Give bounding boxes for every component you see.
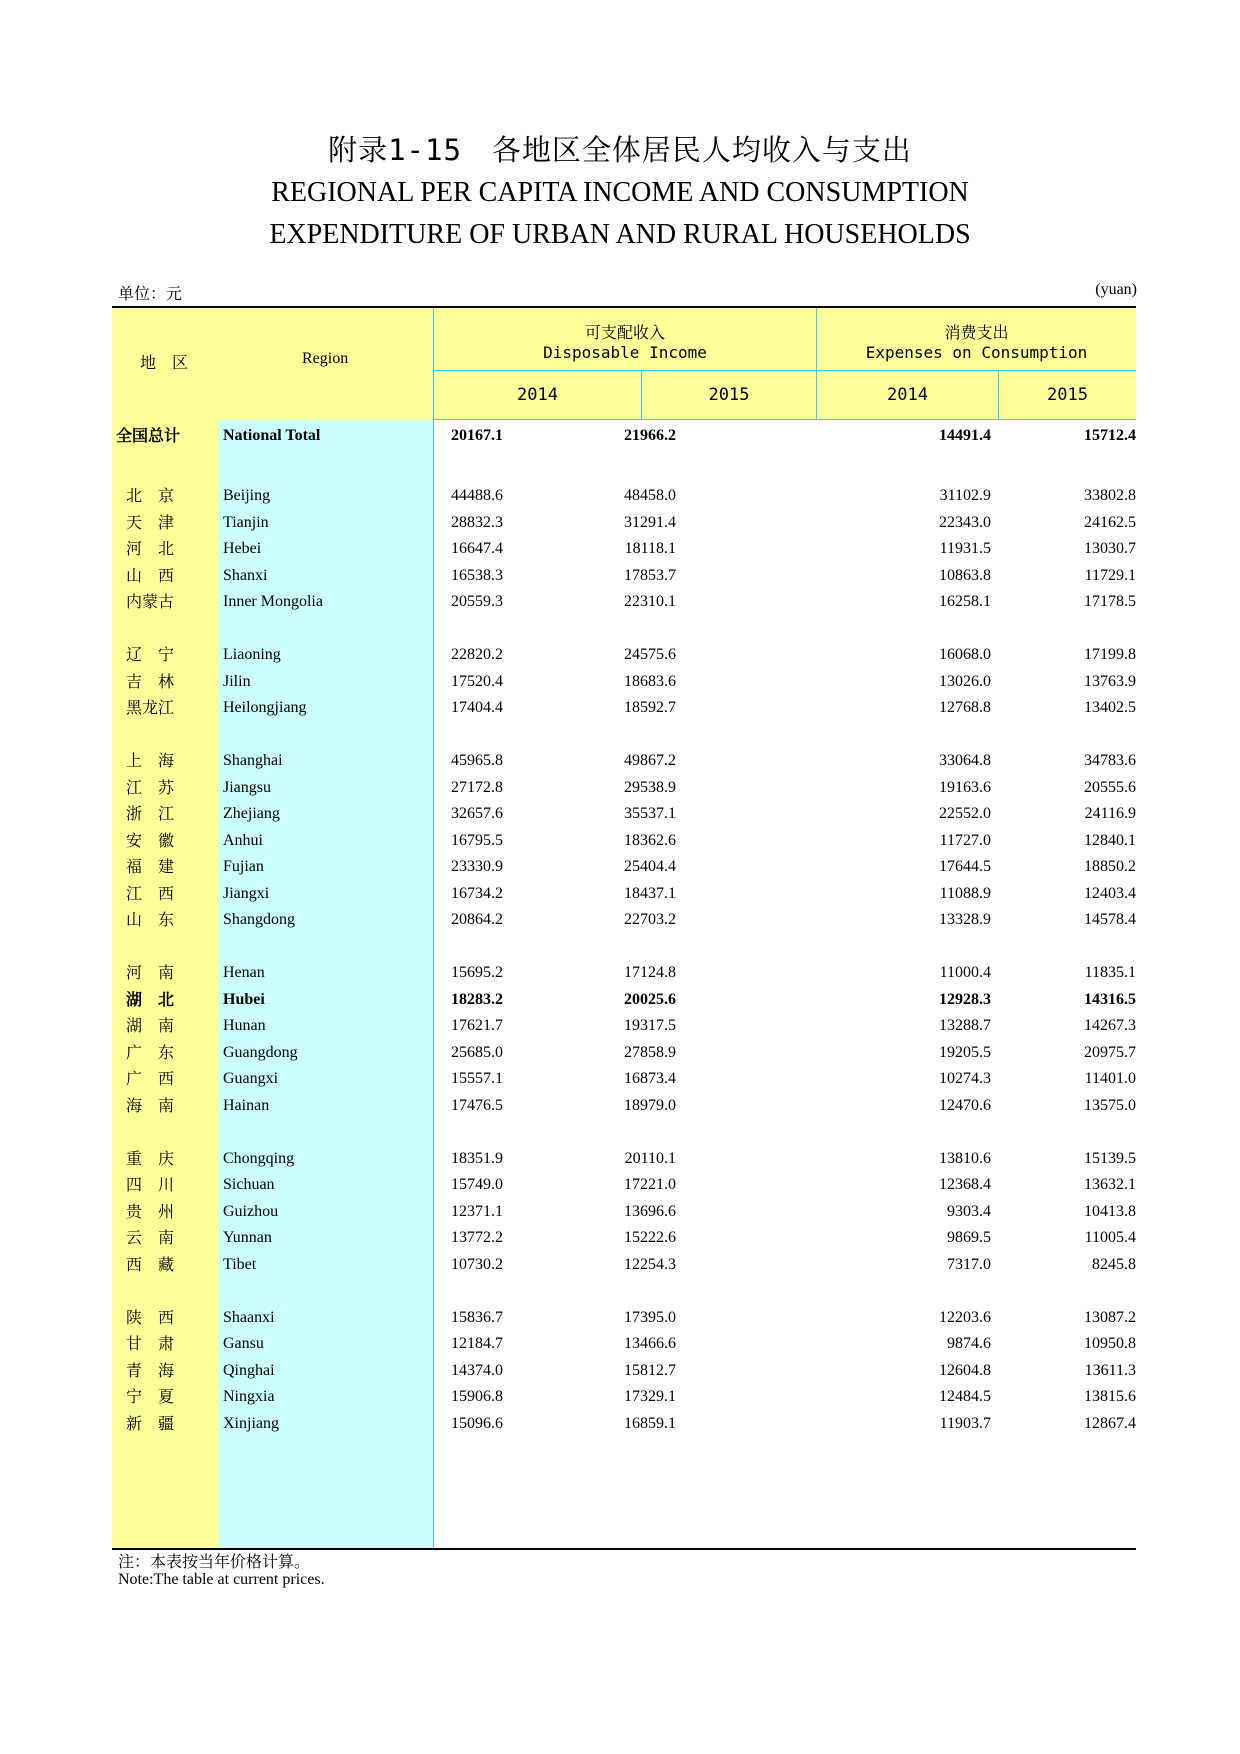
expense-2015-cell: 13763.9 bbox=[1084, 672, 1136, 690]
region-cn-cell: 海 南 bbox=[126, 1095, 175, 1115]
expense-2014-cell: 7317.0 bbox=[947, 1255, 991, 1273]
income-group-header bbox=[434, 308, 816, 370]
income-2015-cell: 35537.1 bbox=[624, 805, 676, 822]
expense-2015-cell: 15139.5 bbox=[1084, 1149, 1136, 1167]
region-cn-cell: 西 藏 bbox=[126, 1254, 175, 1274]
region-en-cell: Shaanxi bbox=[223, 1308, 275, 1326]
region-en-cell: Zhejiang bbox=[223, 805, 280, 822]
year-header-income-2015: 2015 bbox=[642, 371, 816, 420]
expense-2015-cell: 11729.1 bbox=[1084, 566, 1136, 584]
expense-2015-cell: 13087.2 bbox=[1084, 1308, 1136, 1326]
expense-2014-cell: 22552.0 bbox=[939, 805, 991, 822]
table-row bbox=[112, 508, 1136, 538]
expense-2014-cell: 12368.4 bbox=[939, 1176, 991, 1193]
region-cn-cell: 广 东 bbox=[126, 1042, 175, 1062]
expense-2014-cell: 16258.1 bbox=[939, 593, 991, 610]
region-en-cell: Gansu bbox=[223, 1335, 264, 1352]
expense-2015-cell: 11401.0 bbox=[1084, 1070, 1136, 1087]
income-2014-cell: 12184.7 bbox=[451, 1335, 503, 1352]
income-2015-cell: 21966.2 bbox=[624, 427, 676, 444]
region-cn-cell: 江 西 bbox=[126, 883, 175, 903]
region-cn-cell: 山 东 bbox=[126, 910, 175, 929]
region-cn-cell: 新 疆 bbox=[126, 1413, 175, 1433]
table-row bbox=[112, 1382, 1136, 1412]
region-en-cell: Tibet bbox=[223, 1255, 257, 1273]
income-2015-cell: 16873.4 bbox=[624, 1070, 676, 1087]
region-en-cell: Tianjin bbox=[223, 513, 269, 531]
table-row bbox=[112, 1170, 1136, 1200]
table-row bbox=[112, 1409, 1136, 1439]
expense-2015-cell: 8245.8 bbox=[1092, 1255, 1136, 1273]
income-2015-cell: 18118.1 bbox=[624, 540, 676, 557]
table-row bbox=[112, 534, 1136, 564]
page-title-en-line1: REGIONAL PER CAPITA INCOME AND CONSUMPTION bbox=[271, 177, 969, 208]
table-row bbox=[112, 799, 1136, 829]
expense-2015-cell: 17178.5 bbox=[1084, 593, 1136, 610]
income-2015-cell: 18437.1 bbox=[624, 884, 676, 902]
table-row bbox=[112, 640, 1136, 670]
income-2015-cell: 17853.7 bbox=[624, 566, 676, 584]
table-header bbox=[112, 306, 1136, 420]
income-2015-cell: 17124.8 bbox=[624, 964, 676, 981]
region-en-cell: Jilin bbox=[223, 672, 251, 690]
region-en-cell: Beijing bbox=[223, 487, 271, 504]
income-2014-cell: 14374.0 bbox=[451, 1361, 503, 1379]
region-en-cell: Inner Mongolia bbox=[223, 593, 323, 610]
expense-2014-cell: 9303.4 bbox=[947, 1202, 991, 1220]
income-2014-cell: 16795.5 bbox=[451, 831, 503, 849]
region-header-cn: 地 区 bbox=[140, 353, 189, 372]
region-en-cell: Guangdong bbox=[223, 1043, 298, 1061]
expense-2015-cell: 33802.8 bbox=[1084, 487, 1136, 504]
income-2015-cell: 22703.2 bbox=[624, 911, 676, 928]
table-row bbox=[112, 667, 1136, 697]
table-row bbox=[112, 587, 1136, 617]
page-title-en-line2: EXPENDITURE OF URBAN AND RURAL HOUSEHOLDS bbox=[269, 219, 971, 250]
income-header-en: Disposable Income bbox=[543, 343, 707, 362]
region-cn-cell: 湖 南 bbox=[126, 1016, 175, 1035]
region-en-cell: Xinjiang bbox=[223, 1414, 279, 1432]
table-row bbox=[112, 1303, 1136, 1333]
expense-2014-cell: 19163.6 bbox=[939, 778, 991, 796]
table-row bbox=[112, 1064, 1136, 1094]
year-header-income-2014: 2014 bbox=[434, 371, 641, 420]
region-cn-cell: 山 西 bbox=[126, 565, 175, 585]
table-row bbox=[112, 561, 1136, 591]
expense-2014-cell: 13288.7 bbox=[939, 1017, 991, 1034]
region-cn-cell: 黑龙江 bbox=[126, 698, 175, 717]
expense-2014-cell: 31102.9 bbox=[939, 487, 991, 504]
expense-2014-cell: 11000.4 bbox=[939, 964, 991, 981]
region-en-cell: Hebei bbox=[223, 540, 262, 557]
expense-2014-cell: 13810.6 bbox=[939, 1149, 991, 1167]
region-en-cell: Henan bbox=[223, 964, 265, 981]
table-row bbox=[112, 905, 1136, 935]
income-2014-cell: 13772.2 bbox=[451, 1229, 503, 1246]
table-row bbox=[112, 1091, 1136, 1121]
region-en-cell: Guizhou bbox=[223, 1202, 279, 1220]
income-2014-cell: 27172.8 bbox=[451, 778, 503, 796]
region-cn-cell: 江 苏 bbox=[126, 777, 175, 797]
income-2015-cell: 27858.9 bbox=[624, 1043, 676, 1061]
region-en-cell: Fujian bbox=[223, 858, 264, 875]
expense-2014-cell: 12203.6 bbox=[939, 1308, 991, 1326]
income-2015-cell: 18683.6 bbox=[624, 672, 676, 690]
expense-header-cn: 消费支出 bbox=[944, 323, 1009, 342]
income-2015-cell: 20110.1 bbox=[624, 1149, 676, 1167]
region-en-cell: Jiangsu bbox=[223, 778, 271, 796]
table-row bbox=[112, 746, 1136, 776]
region-en-cell: Anhui bbox=[223, 831, 263, 849]
income-2014-cell: 17520.4 bbox=[451, 672, 503, 690]
table-row bbox=[112, 1144, 1136, 1174]
income-2014-cell: 23330.9 bbox=[451, 858, 503, 875]
unit-label-en: (yuan) bbox=[1095, 281, 1137, 298]
income-2015-cell: 25404.4 bbox=[624, 858, 676, 875]
region-cn-cell: 青 海 bbox=[126, 1360, 175, 1380]
expense-2014-cell: 11727.0 bbox=[939, 831, 991, 849]
income-2014-cell: 32657.6 bbox=[451, 805, 503, 822]
expense-2015-cell: 11005.4 bbox=[1084, 1229, 1136, 1246]
expense-2014-cell: 22343.0 bbox=[939, 513, 991, 531]
expense-2014-cell: 10274.3 bbox=[939, 1070, 991, 1087]
data-table bbox=[112, 306, 1136, 1550]
income-2014-cell: 15836.7 bbox=[451, 1308, 503, 1326]
title-cn-text: 各地区全体居民人均收入与支出 bbox=[491, 133, 912, 167]
expense-header-en: Expenses on Consumption bbox=[865, 343, 1088, 362]
expense-2014-cell: 12484.5 bbox=[939, 1388, 991, 1405]
income-2015-cell: 16859.1 bbox=[624, 1414, 676, 1432]
expense-2015-cell: 12867.4 bbox=[1084, 1414, 1136, 1432]
region-en-cell: Jiangxi bbox=[223, 884, 270, 902]
region-cn-cell: 内蒙古 bbox=[126, 592, 175, 611]
income-2014-cell: 16734.2 bbox=[451, 884, 503, 902]
region-cn-cell: 吉 林 bbox=[126, 671, 175, 691]
expense-2015-cell: 20975.7 bbox=[1084, 1043, 1136, 1061]
expense-2015-cell: 14316.5 bbox=[1084, 990, 1136, 1008]
region-en-cell: Qinghai bbox=[223, 1361, 275, 1379]
income-2014-cell: 17476.5 bbox=[451, 1096, 503, 1114]
region-cn-cell: 四 川 bbox=[126, 1175, 175, 1194]
expense-2015-cell: 24116.9 bbox=[1084, 805, 1136, 822]
table-row bbox=[112, 773, 1136, 803]
note-cn: 注：本表按当年价格计算。 bbox=[118, 1552, 311, 1571]
income-2015-cell: 31291.4 bbox=[624, 513, 676, 531]
expense-2015-cell: 12403.4 bbox=[1084, 884, 1136, 902]
table-row bbox=[112, 1011, 1136, 1041]
expense-2014-cell: 17644.5 bbox=[939, 858, 991, 875]
income-2015-cell: 48458.0 bbox=[624, 487, 676, 504]
income-2014-cell: 15695.2 bbox=[451, 964, 503, 981]
expense-2015-cell: 13611.3 bbox=[1084, 1361, 1136, 1379]
expense-2015-cell: 13815.6 bbox=[1084, 1388, 1136, 1405]
income-2015-cell: 17395.0 bbox=[624, 1308, 676, 1326]
region-en-cell: Hainan bbox=[223, 1096, 270, 1114]
table-row bbox=[112, 1038, 1136, 1068]
income-2015-cell: 13466.6 bbox=[624, 1335, 676, 1352]
income-2015-cell: 19317.5 bbox=[624, 1017, 676, 1034]
income-2014-cell: 17404.4 bbox=[451, 699, 503, 716]
expense-group-header bbox=[817, 308, 1136, 370]
region-cn-cell: 全国总计 bbox=[116, 426, 181, 445]
income-2014-cell: 20864.2 bbox=[451, 911, 503, 928]
income-2014-cell: 17621.7 bbox=[451, 1017, 503, 1034]
region-en-cell: Ningxia bbox=[223, 1388, 275, 1405]
income-2014-cell: 18283.2 bbox=[451, 990, 503, 1008]
expense-2015-cell: 14578.4 bbox=[1084, 911, 1136, 928]
expense-2015-cell: 34783.6 bbox=[1084, 752, 1136, 769]
income-2014-cell: 22820.2 bbox=[451, 646, 503, 663]
region-cn-cell: 贵 州 bbox=[126, 1201, 175, 1221]
expense-2014-cell: 16068.0 bbox=[939, 646, 991, 663]
table-row bbox=[112, 958, 1136, 988]
income-2014-cell: 10730.2 bbox=[451, 1255, 503, 1273]
expense-2015-cell: 13030.7 bbox=[1084, 540, 1136, 557]
region-en-cell: Heilongjiang bbox=[223, 699, 307, 716]
table-row bbox=[112, 693, 1136, 723]
region-cn-cell: 福 建 bbox=[126, 857, 175, 876]
table-row bbox=[112, 985, 1136, 1015]
region-header-en: Region bbox=[302, 350, 349, 367]
unit-label-cn: 单位：元 bbox=[118, 286, 183, 303]
table-body bbox=[112, 420, 1136, 1550]
region-en-cell: Hunan bbox=[223, 1017, 266, 1034]
table-row bbox=[112, 421, 1136, 451]
table-row bbox=[112, 1250, 1136, 1280]
income-2015-cell: 18979.0 bbox=[624, 1096, 676, 1114]
income-2014-cell: 45965.8 bbox=[451, 752, 503, 769]
expense-2015-cell: 17199.8 bbox=[1084, 646, 1136, 663]
income-2014-cell: 16647.4 bbox=[451, 540, 503, 557]
region-cn-cell: 河 南 bbox=[126, 963, 175, 982]
table-row bbox=[112, 481, 1136, 511]
income-2015-cell: 29538.9 bbox=[624, 778, 676, 796]
income-2014-cell: 12371.1 bbox=[451, 1202, 503, 1220]
region-en-cell: Shangdong bbox=[223, 911, 295, 928]
region-cn-cell: 上 海 bbox=[126, 751, 175, 770]
region-cn-cell: 河 北 bbox=[126, 539, 175, 558]
expense-2014-cell: 19205.5 bbox=[939, 1043, 991, 1061]
expense-2015-cell: 15712.4 bbox=[1084, 427, 1136, 444]
expense-2015-cell: 10950.8 bbox=[1084, 1335, 1136, 1352]
region-cn-cell: 辽 宁 bbox=[126, 645, 175, 664]
expense-2014-cell: 13026.0 bbox=[939, 672, 991, 690]
region-cn-cell: 浙 江 bbox=[126, 804, 175, 823]
table-row bbox=[112, 879, 1136, 909]
expense-2014-cell: 9874.6 bbox=[947, 1335, 991, 1352]
region-en-cell: Liaoning bbox=[223, 646, 281, 663]
region-en-cell: Yunnan bbox=[223, 1229, 272, 1246]
region-cn-cell: 安 徽 bbox=[126, 830, 175, 850]
expense-2014-cell: 11903.7 bbox=[939, 1414, 991, 1432]
expense-2014-cell: 14491.4 bbox=[939, 427, 991, 444]
region-header bbox=[112, 308, 433, 420]
income-2015-cell: 15812.7 bbox=[624, 1361, 676, 1379]
income-2015-cell: 18592.7 bbox=[624, 699, 676, 716]
expense-2015-cell: 11835.1 bbox=[1084, 964, 1136, 981]
income-2015-cell: 15222.6 bbox=[624, 1229, 676, 1246]
region-en-cell: Guangxi bbox=[223, 1070, 279, 1087]
expense-2015-cell: 14267.3 bbox=[1084, 1017, 1136, 1034]
income-2015-cell: 17329.1 bbox=[624, 1388, 676, 1405]
income-2015-cell: 22310.1 bbox=[624, 593, 676, 610]
income-2015-cell: 13696.6 bbox=[624, 1202, 676, 1220]
income-2014-cell: 15096.6 bbox=[451, 1414, 503, 1432]
expense-2014-cell: 11931.5 bbox=[939, 540, 991, 557]
region-cn-cell: 湖 北 bbox=[126, 989, 175, 1009]
income-2014-cell: 15557.1 bbox=[451, 1070, 503, 1087]
year-header-expense-2014: 2014 bbox=[817, 371, 998, 420]
region-en-cell: Shanxi bbox=[223, 566, 268, 584]
expense-2014-cell: 10863.8 bbox=[939, 566, 991, 584]
income-2014-cell: 15906.8 bbox=[451, 1388, 503, 1405]
income-2015-cell: 24575.6 bbox=[624, 646, 676, 663]
region-en-cell: Shanghai bbox=[223, 752, 283, 769]
expense-2014-cell: 9869.5 bbox=[947, 1229, 991, 1246]
region-cn-cell: 陕 西 bbox=[126, 1307, 175, 1327]
expense-2015-cell: 13575.0 bbox=[1084, 1096, 1136, 1114]
table-row bbox=[112, 1223, 1136, 1253]
expense-2015-cell: 10413.8 bbox=[1084, 1202, 1136, 1220]
expense-2014-cell: 33064.8 bbox=[939, 752, 991, 769]
table-row bbox=[112, 1356, 1136, 1386]
expense-2014-cell: 12470.6 bbox=[939, 1096, 991, 1114]
income-2015-cell: 17221.0 bbox=[624, 1176, 676, 1193]
income-2014-cell: 44488.6 bbox=[451, 487, 503, 504]
region-cn-cell: 云 南 bbox=[126, 1228, 175, 1247]
expense-2015-cell: 18850.2 bbox=[1084, 858, 1136, 875]
region-cn-cell: 宁 夏 bbox=[126, 1387, 175, 1406]
income-2014-cell: 28832.3 bbox=[451, 513, 503, 531]
expense-2015-cell: 12840.1 bbox=[1084, 831, 1136, 849]
income-2015-cell: 12254.3 bbox=[624, 1255, 676, 1273]
income-2014-cell: 18351.9 bbox=[451, 1149, 503, 1167]
note-en: Note:The table at current prices. bbox=[118, 1571, 325, 1588]
income-2015-cell: 49867.2 bbox=[624, 752, 676, 769]
region-en-cell: National Total bbox=[223, 427, 321, 444]
table-row bbox=[112, 826, 1136, 856]
expense-2015-cell: 24162.5 bbox=[1084, 513, 1136, 531]
income-2015-cell: 20025.6 bbox=[624, 990, 676, 1008]
table-row bbox=[112, 1329, 1136, 1359]
expense-2014-cell: 12928.3 bbox=[939, 990, 991, 1008]
income-2014-cell: 25685.0 bbox=[451, 1043, 503, 1061]
income-2014-cell: 20559.3 bbox=[451, 593, 503, 610]
expense-2014-cell: 11088.9 bbox=[939, 884, 991, 902]
region-cn-cell: 重 庆 bbox=[126, 1148, 175, 1168]
region-cn-cell: 甘 肃 bbox=[126, 1334, 175, 1353]
page-title-cn bbox=[0, 128, 1240, 169]
expense-2015-cell: 13402.5 bbox=[1084, 699, 1136, 716]
region-en-cell: Hubei bbox=[223, 990, 265, 1008]
income-2014-cell: 16538.3 bbox=[451, 566, 503, 584]
region-en-cell: Sichuan bbox=[223, 1176, 275, 1193]
region-en-cell: Chongqing bbox=[223, 1149, 295, 1167]
income-2014-cell: 15749.0 bbox=[451, 1176, 503, 1193]
table-row bbox=[112, 1197, 1136, 1227]
expense-2014-cell: 13328.9 bbox=[939, 911, 991, 928]
appendix-code: 附录1-15 bbox=[328, 133, 462, 167]
region-cn-cell: 天 津 bbox=[126, 512, 175, 532]
income-2015-cell: 18362.6 bbox=[624, 831, 676, 849]
expense-2015-cell: 20555.6 bbox=[1084, 778, 1136, 796]
year-header-expense-2015: 2015 bbox=[999, 371, 1136, 420]
region-cn-cell: 广 西 bbox=[126, 1069, 175, 1088]
income-2014-cell: 20167.1 bbox=[451, 427, 503, 444]
expense-2015-cell: 13632.1 bbox=[1084, 1176, 1136, 1193]
expense-2014-cell: 12768.8 bbox=[939, 699, 991, 716]
expense-2014-cell: 12604.8 bbox=[939, 1361, 991, 1379]
region-cn-cell: 北 京 bbox=[126, 486, 175, 505]
table-row bbox=[112, 852, 1136, 882]
income-header-cn: 可支配收入 bbox=[584, 323, 665, 342]
